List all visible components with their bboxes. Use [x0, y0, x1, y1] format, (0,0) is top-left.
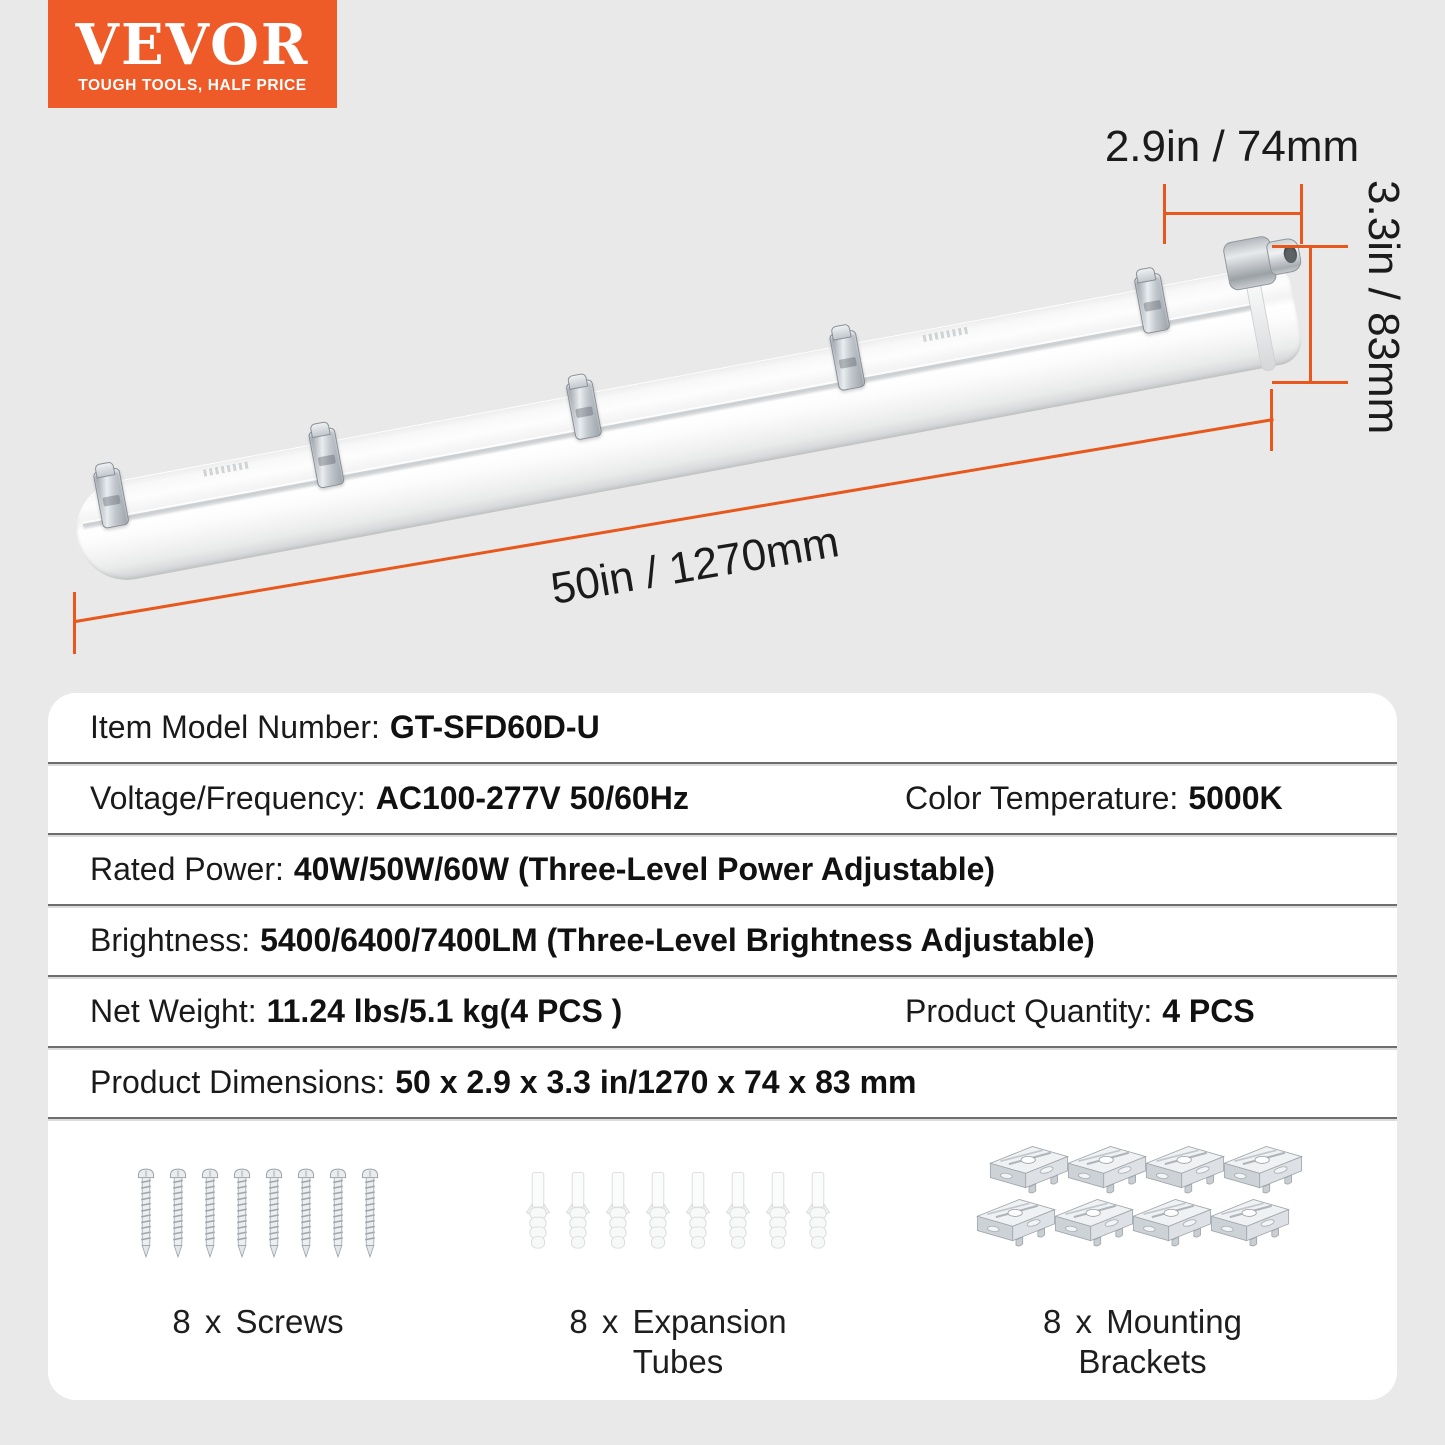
mounting-bracket-icon: [1130, 1196, 1214, 1250]
expansion-tube-icon: [605, 1171, 631, 1252]
expansion-tube-icon: [685, 1171, 711, 1252]
screw-icon: [168, 1167, 189, 1259]
spec-label: Brightness:: [90, 922, 251, 958]
screw-icon: [232, 1167, 253, 1259]
brand-tagline: TOUGH TOOLS, HALF PRICE: [78, 76, 307, 94]
spec-value: 40W/50W/60W (Three-Level Power Adjustable): [293, 851, 996, 887]
spec-value: 11.24 lbs/5.1 kg(4 PCS ): [266, 993, 623, 1029]
height-dimension-label: 3.3in / 83mm: [1359, 180, 1408, 435]
spec-label: Rated Power:: [90, 851, 284, 887]
screw-icon: [296, 1167, 317, 1259]
spec-cell: [90, 993, 622, 1030]
spec-label: Item Model Number:: [90, 709, 380, 745]
expansion-tubes-label-line2: Tubes: [632, 1343, 724, 1380]
bracket-row: [974, 1196, 1286, 1250]
spec-label: Product Dimensions:: [90, 1064, 386, 1100]
spec-label: Color Temperature:: [905, 780, 1179, 816]
accessory-expansion-tubes: [468, 1119, 888, 1400]
spec-value: 5000K: [1188, 780, 1283, 816]
screws-label-line1: 8 x Screws: [172, 1303, 344, 1340]
spec-row-dimensions: [48, 1048, 1397, 1119]
spec-cell: [90, 1064, 917, 1101]
spec-cell: [90, 780, 689, 817]
expansion-tube-icon: [645, 1171, 671, 1252]
expansion-tube-icon: [805, 1171, 831, 1252]
height-dimension-tick: [1272, 245, 1348, 248]
mounting-brackets-label-line2: Brackets: [1078, 1343, 1207, 1380]
spec-row-voltage: [48, 764, 1397, 835]
accessories-section: [48, 1119, 1397, 1400]
mounting-brackets-label: [888, 1302, 1397, 1382]
expansion-tubes-graphic: [525, 1171, 831, 1252]
expansion-tube-icon: [565, 1171, 591, 1252]
screw-icon: [328, 1167, 349, 1259]
screws-label: [48, 1302, 468, 1342]
mounting-brackets-graphic: [987, 1143, 1299, 1250]
spec-cell: [90, 709, 600, 746]
width-dimension-tick: [1300, 184, 1303, 244]
fixture-seam: [83, 305, 1253, 527]
screw-icon: [200, 1167, 221, 1259]
spec-value: 50 x 2.9 x 3.3 in/1270 x 74 x 83 mm: [395, 1064, 917, 1100]
width-dimension-line: [1163, 212, 1303, 215]
light-fixture-image: [68, 262, 1305, 588]
spec-value: 4 PCS: [1162, 993, 1255, 1029]
height-dimension-line: [1309, 247, 1312, 384]
expansion-tube-icon: [525, 1171, 551, 1252]
width-dimension-label: 2.9in / 74mm: [1104, 122, 1360, 171]
mounting-bracket-icon: [1143, 1143, 1227, 1197]
spec-label: Net Weight:: [90, 993, 257, 1029]
mounting-brackets-label-line1: 8 x Mounting: [1043, 1303, 1242, 1340]
expansion-tube-icon: [765, 1171, 791, 1252]
spec-value: GT-SFD60D-U: [389, 709, 600, 745]
spec-value: 5400/6400/7400LM (Three-Level Brightness Adjustable): [260, 922, 1095, 958]
brand-name: VEVOR: [75, 11, 310, 78]
expansion-tubes-label: [468, 1302, 888, 1382]
expansion-tubes-label-line1: 8 x Expansion: [569, 1303, 787, 1340]
screw-icon: [136, 1167, 157, 1259]
accessory-mounting-brackets: [888, 1119, 1397, 1400]
fixture-body: [68, 262, 1305, 588]
spec-value: AC100-277V 50/60Hz: [375, 780, 689, 816]
spec-card: [48, 693, 1397, 1400]
cable-gland: [1222, 230, 1305, 290]
length-dimension-label: 50in / 1270mm: [547, 517, 843, 614]
spec-cell: [905, 993, 1255, 1030]
length-dimension-tick: [1270, 389, 1273, 451]
brand-logo: [48, 0, 337, 108]
width-dimension-tick: [1163, 184, 1166, 244]
bracket-row: [987, 1143, 1299, 1197]
spec-row-model: [48, 693, 1397, 764]
spec-row-brightness: [48, 906, 1397, 977]
spec-row-power: [48, 835, 1397, 906]
expansion-tube-icon: [725, 1171, 751, 1252]
screws-graphic: [136, 1167, 381, 1259]
screw-icon: [360, 1167, 381, 1259]
spec-label: Product Quantity:: [905, 993, 1153, 1029]
mounting-bracket-icon: [987, 1143, 1071, 1197]
spec-cell: [90, 851, 995, 888]
mounting-bracket-icon: [1052, 1196, 1136, 1250]
mounting-bracket-icon: [1221, 1143, 1305, 1197]
mounting-bracket-icon: [974, 1196, 1058, 1250]
accessory-screws: [48, 1119, 468, 1400]
spec-cell: [90, 922, 1095, 959]
spec-cell: [905, 780, 1283, 817]
screw-icon: [264, 1167, 285, 1259]
length-dimension-tick: [73, 592, 76, 654]
height-dimension-tick: [1272, 381, 1348, 384]
mounting-bracket-icon: [1208, 1196, 1292, 1250]
spec-label: Voltage/Frequency:: [90, 780, 366, 816]
mounting-bracket-icon: [1065, 1143, 1149, 1197]
spec-row-weight: [48, 977, 1397, 1048]
